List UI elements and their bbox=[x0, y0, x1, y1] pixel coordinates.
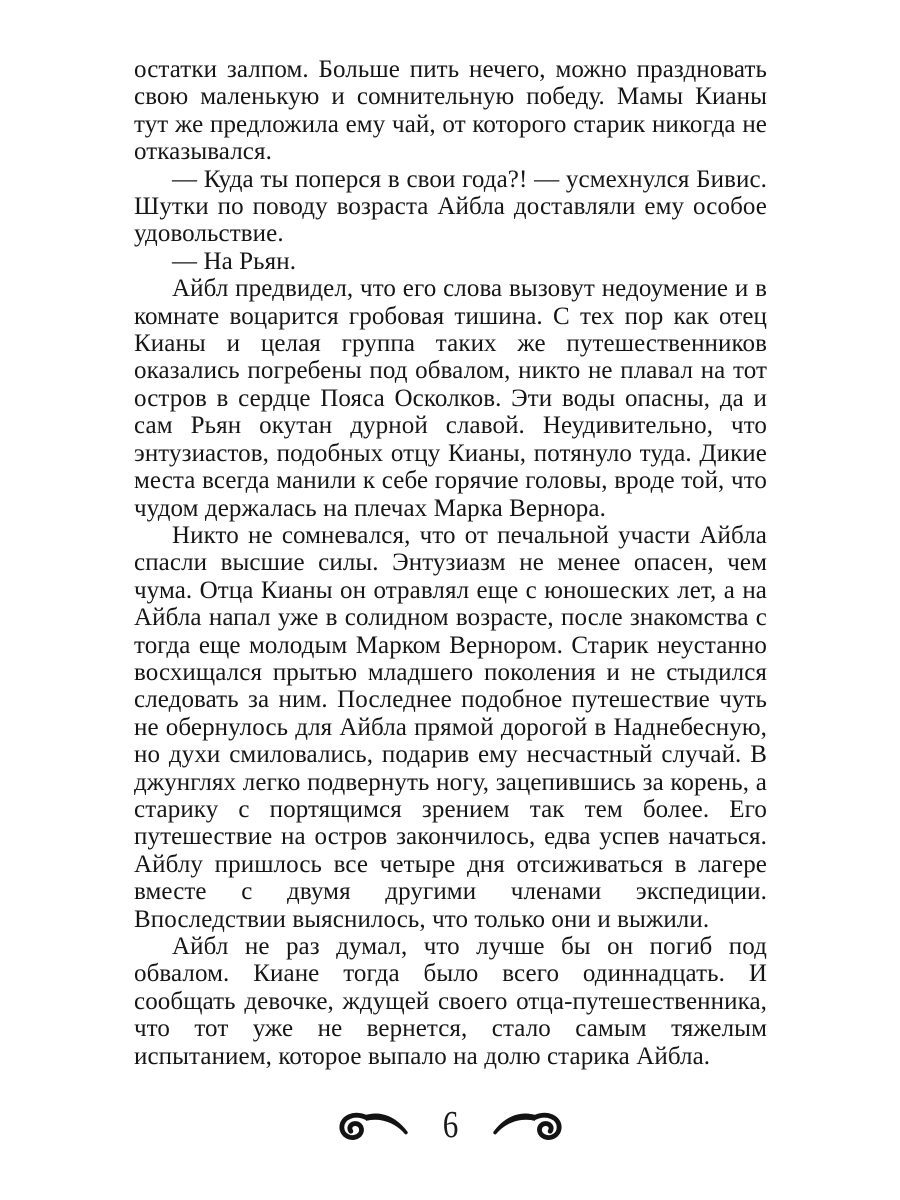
paragraph: остатки залпом. Больше пить нечего, можно праздновать свою маленькую и сомнительную победу. Мамы Кианы тут же предложила ему чай, от которого старик никогда не отказывался. bbox=[134, 56, 767, 166]
paragraph: Айбл не раз думал, что лучше бы он погиб под обвалом. Киане тогда было всего одиннадцать. И сообщать девочке, ждущей своего отца-путешественника, что тот уже не вернется, стало самым тяжелым испытанием, которое выпало на долю старика Айбла. bbox=[134, 933, 767, 1070]
page-footer bbox=[0, 1103, 900, 1147]
paragraph: — На Рьян. bbox=[172, 247, 297, 275]
swirl-flourish-left-icon bbox=[337, 1108, 409, 1142]
paragraph: Айбл предвидел, что его слова вызовут недоумение и в комнате воцарится гробовая тишина. С тех пор как отец Кианы и целая группа таких же путешественников оказались погребены под обвалом, никто не плавал на тот остров в сердце Пояса Осколков. Эти воды опасны, да и сам Рьян окутан дурной славой. Неудивительно, что энтузиастов, подобных отцу Кианы, потянуло туда. Дикие места всегда манили к себе горячие головы, вроде той, что чудом держалась на плечах Марка Вернора. bbox=[134, 275, 767, 522]
page-text-block bbox=[134, 56, 767, 1070]
paragraph: — Куда ты поперся в свои года?! — усмехнулся Бивис. Шутки по поводу возраста Айбла доставляли ему особое удовольствие. bbox=[134, 165, 767, 248]
swirl-flourish-right-icon bbox=[492, 1108, 564, 1142]
page-number: 6 bbox=[442, 1104, 458, 1146]
paragraph: Никто не сомневался, что от печальной участи Айбла спасли высшие силы. Энтузиазм не менее опасен, чем чума. Отца Кианы он отравлял еще с юношеских лет, а на Айбла напал уже в солидном возрасте, после знакомства с тогда еще молодым Марком Вернором. Старик неустанно восхищался прытью младшего поколения и не стыдился следовать за ним. Последнее подобное путешествие чуть не обернулось для Айбла прямой дорогой в Наднебесную, но духи смиловались, подарив ему несчастный случай. В джунглях легко подвернуть ногу, зацепившись за корень, а старику с портящимся зрением так тем более. Его путешествие на остров закончилось, едва успев начаться. Айблу пришлось все четыре дня отсиживаться в лагере вместе с двумя другими членами экспедиции. Впоследствии выяснилось, что только они и выжили. bbox=[134, 521, 767, 933]
